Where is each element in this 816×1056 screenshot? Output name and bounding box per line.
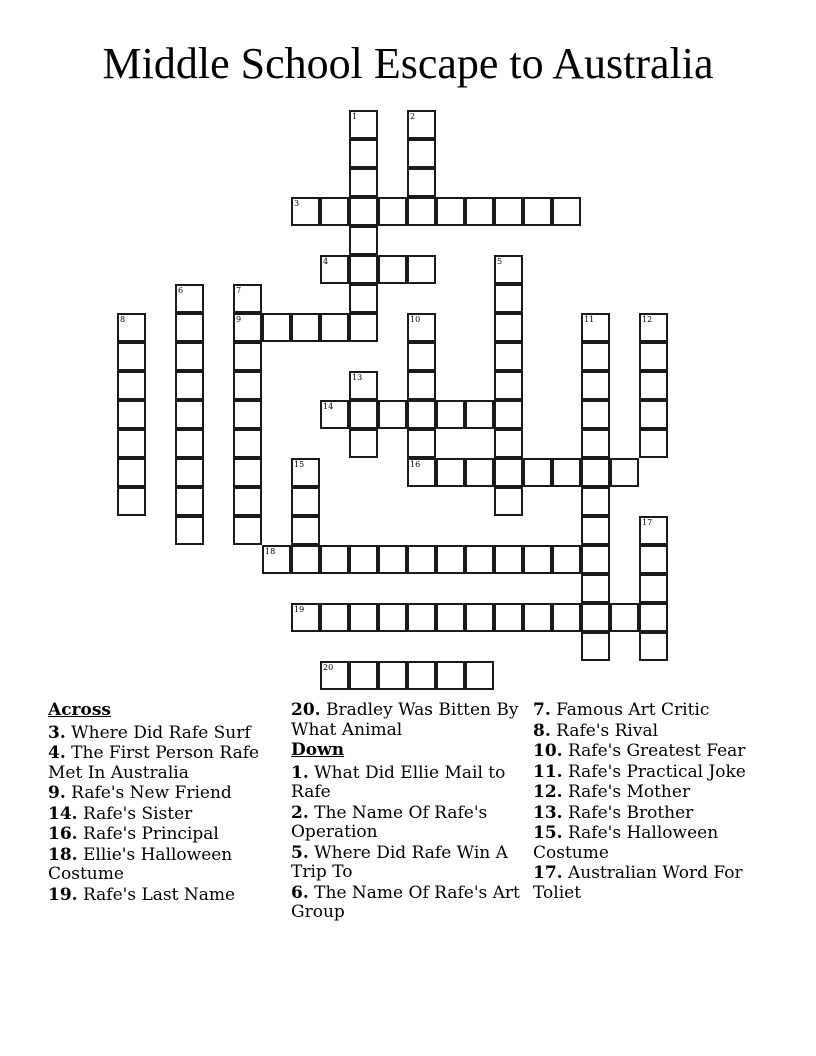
grid-cell[interactable] xyxy=(523,545,552,574)
grid-cell[interactable] xyxy=(291,516,320,545)
grid-cell[interactable] xyxy=(494,487,523,516)
grid-cell[interactable] xyxy=(639,429,668,458)
clue-number: 17. xyxy=(533,863,563,883)
clue-across-9 xyxy=(48,784,283,804)
grid-cell[interactable] xyxy=(175,371,204,400)
grid-cell[interactable] xyxy=(581,632,610,661)
grid-cell[interactable] xyxy=(494,400,523,429)
grid-cell[interactable] xyxy=(233,429,262,458)
grid-cell[interactable] xyxy=(552,458,581,487)
grid-cell[interactable] xyxy=(378,545,407,574)
grid-cell[interactable] xyxy=(349,661,378,690)
grid-cell[interactable] xyxy=(291,197,320,226)
grid-cell[interactable] xyxy=(233,313,262,342)
grid-cell[interactable] xyxy=(436,545,465,574)
grid-cell[interactable] xyxy=(552,603,581,632)
grid-cell[interactable] xyxy=(581,516,610,545)
grid-cell[interactable] xyxy=(233,400,262,429)
grid-cell[interactable] xyxy=(175,400,204,429)
clue-number: 13. xyxy=(533,802,563,823)
across-heading: Across xyxy=(48,700,111,720)
grid-cell[interactable] xyxy=(378,603,407,632)
grid-cell[interactable] xyxy=(407,429,436,458)
clues-column-3 xyxy=(533,701,783,904)
grid-cell[interactable] xyxy=(117,487,146,516)
down-heading: Down xyxy=(291,740,345,760)
clue-down-15 xyxy=(533,824,783,863)
cell-number: 1 xyxy=(352,112,358,121)
clue-text: Where Did Rafe Win A Trip To xyxy=(291,842,508,882)
clue-number: 20. xyxy=(291,700,321,720)
grid-cell[interactable] xyxy=(639,632,668,661)
clue-text: Rafe's Sister xyxy=(82,803,193,824)
grid-cell[interactable] xyxy=(639,545,668,574)
grid-cell[interactable] xyxy=(233,342,262,371)
clue-down-12 xyxy=(533,783,783,803)
grid-cell[interactable] xyxy=(378,661,407,690)
grid-cell[interactable] xyxy=(407,168,436,197)
grid-cell[interactable] xyxy=(320,197,349,226)
grid-cell[interactable] xyxy=(175,342,204,371)
clue-number: 8. xyxy=(533,720,551,741)
grid-cell[interactable] xyxy=(291,313,320,342)
grid-cell[interactable] xyxy=(465,603,494,632)
grid-cell[interactable] xyxy=(349,284,378,313)
grid-cell[interactable] xyxy=(523,458,552,487)
clue-number: 3. xyxy=(48,722,66,743)
grid-cell[interactable] xyxy=(407,400,436,429)
grid-cell[interactable] xyxy=(117,400,146,429)
clue-text: The Name Of Rafe's Art Group xyxy=(291,882,520,922)
grid-cell[interactable] xyxy=(494,313,523,342)
grid-cell[interactable] xyxy=(639,574,668,603)
clue-down-1 xyxy=(291,764,526,803)
clue-number: 1. xyxy=(291,762,309,783)
grid-cell[interactable] xyxy=(436,661,465,690)
cell-number: 20 xyxy=(323,663,334,672)
grid-cell[interactable] xyxy=(320,313,349,342)
grid-cell[interactable] xyxy=(581,342,610,371)
grid-cell[interactable] xyxy=(175,487,204,516)
cell-number: 2 xyxy=(410,112,416,121)
grid-cell[interactable] xyxy=(349,545,378,574)
grid-cell[interactable] xyxy=(349,255,378,284)
grid-cell[interactable] xyxy=(581,574,610,603)
clue-down-10 xyxy=(533,742,783,762)
clue-text: Rafe's New Friend xyxy=(71,783,232,803)
cell-number: 15 xyxy=(294,460,305,469)
grid-cell[interactable] xyxy=(233,516,262,545)
cell-number: 9 xyxy=(236,315,242,324)
clue-across-16 xyxy=(48,825,283,845)
grid-cell[interactable] xyxy=(407,661,436,690)
cell-number: 7 xyxy=(236,286,242,295)
clue-number: 15. xyxy=(533,823,563,843)
grid-cell[interactable] xyxy=(581,603,610,632)
grid-cell[interactable] xyxy=(291,545,320,574)
cell-number: 13 xyxy=(352,373,363,382)
grid-cell[interactable] xyxy=(117,342,146,371)
grid-cell[interactable] xyxy=(378,197,407,226)
clue-number: 7. xyxy=(533,700,551,720)
grid-cell[interactable] xyxy=(494,284,523,313)
clue-text: The Name Of Rafe's Operation xyxy=(291,802,488,842)
grid-cell[interactable] xyxy=(407,371,436,400)
clue-number: 14. xyxy=(48,803,78,824)
grid-cell[interactable] xyxy=(349,313,378,342)
grid-cell[interactable] xyxy=(291,603,320,632)
grid-cell[interactable] xyxy=(465,458,494,487)
clue-across-4 xyxy=(48,744,283,783)
grid-cell[interactable] xyxy=(581,487,610,516)
grid-cell[interactable] xyxy=(233,371,262,400)
grid-cell[interactable] xyxy=(494,545,523,574)
grid-cell[interactable] xyxy=(581,429,610,458)
clue-number: 9. xyxy=(48,783,66,803)
grid-cell[interactable] xyxy=(523,197,552,226)
grid-cell[interactable] xyxy=(349,603,378,632)
grid-cell[interactable] xyxy=(523,603,552,632)
clues-column-1 xyxy=(48,701,283,906)
grid-cell[interactable] xyxy=(494,342,523,371)
grid-cell[interactable] xyxy=(552,545,581,574)
clue-down-17 xyxy=(533,864,783,903)
grid-cell[interactable] xyxy=(436,400,465,429)
clue-text: The First Person Rafe Met In Australia xyxy=(48,743,260,783)
grid-cell[interactable] xyxy=(494,255,523,284)
clue-number: 10. xyxy=(533,741,563,761)
grid-cell[interactable] xyxy=(407,342,436,371)
grid-cell[interactable] xyxy=(639,342,668,371)
grid-cell[interactable] xyxy=(175,313,204,342)
grid-cell[interactable] xyxy=(378,255,407,284)
clues-column-2 xyxy=(291,701,526,924)
clue-text: Rafe's Last Name xyxy=(82,884,236,905)
clue-text: Where Did Rafe Surf xyxy=(71,722,251,743)
clue-text: Rafe's Mother xyxy=(567,782,691,802)
grid-cell[interactable] xyxy=(378,400,407,429)
clue-text: Bradley Was Bitten By What Animal xyxy=(291,700,519,740)
clue-down-13 xyxy=(533,804,783,824)
grid-cell[interactable] xyxy=(581,545,610,574)
grid-cell[interactable] xyxy=(436,197,465,226)
clue-down-2 xyxy=(291,804,526,843)
clue-number: 16. xyxy=(48,824,78,844)
grid-cell[interactable] xyxy=(320,400,349,429)
cell-number: 5 xyxy=(497,257,503,266)
grid-cell[interactable] xyxy=(494,371,523,400)
clue-number: 12. xyxy=(533,782,563,802)
grid-cell[interactable] xyxy=(262,313,291,342)
grid-cell[interactable] xyxy=(552,197,581,226)
grid-cell[interactable] xyxy=(465,661,494,690)
grid-cell[interactable] xyxy=(610,458,639,487)
grid-cell[interactable] xyxy=(494,197,523,226)
cell-number: 11 xyxy=(584,315,595,324)
clue-text: Australian Word For Toliet xyxy=(533,863,743,903)
grid-cell[interactable] xyxy=(320,545,349,574)
grid-cell[interactable] xyxy=(291,487,320,516)
grid-cell[interactable] xyxy=(407,545,436,574)
cell-number: 8 xyxy=(120,315,126,324)
clue-text: Rafe's Brother xyxy=(567,802,694,823)
grid-cell[interactable] xyxy=(349,371,378,400)
cell-number: 12 xyxy=(642,315,653,324)
grid-cell[interactable] xyxy=(465,400,494,429)
grid-cell[interactable] xyxy=(175,429,204,458)
cell-number: 19 xyxy=(294,605,305,614)
clue-text: Rafe's Principal xyxy=(82,824,219,844)
grid-cell[interactable] xyxy=(407,313,436,342)
grid-cell[interactable] xyxy=(233,487,262,516)
clue-text: Rafe's Greatest Fear xyxy=(567,741,746,761)
grid-cell[interactable] xyxy=(117,458,146,487)
grid-cell[interactable] xyxy=(610,603,639,632)
clue-across-18 xyxy=(48,846,283,885)
clue-down-7 xyxy=(533,701,783,721)
grid-cell[interactable] xyxy=(117,429,146,458)
clue-text: Rafe's Practical Joke xyxy=(567,761,746,782)
grid-cell[interactable] xyxy=(349,168,378,197)
clue-number: 11. xyxy=(533,761,563,782)
cell-number: 17 xyxy=(642,518,653,527)
grid-cell[interactable] xyxy=(291,458,320,487)
grid-cell[interactable] xyxy=(465,545,494,574)
grid-cell[interactable] xyxy=(262,545,291,574)
clue-text: Rafe's Rival xyxy=(556,720,659,741)
grid-cell[interactable] xyxy=(117,371,146,400)
clue-across-3 xyxy=(48,724,283,744)
cell-number: 14 xyxy=(323,402,334,411)
grid-cell[interactable] xyxy=(639,371,668,400)
clue-down-11 xyxy=(533,763,783,783)
grid-cell[interactable] xyxy=(175,458,204,487)
grid-cell[interactable] xyxy=(320,661,349,690)
cell-number: 4 xyxy=(323,257,329,266)
cell-number: 3 xyxy=(294,199,300,208)
clue-down-5 xyxy=(291,844,526,883)
clue-down-8 xyxy=(533,722,783,742)
grid-cell[interactable] xyxy=(639,603,668,632)
cell-number: 18 xyxy=(265,547,276,556)
grid-cell[interactable] xyxy=(349,139,378,168)
clue-across-20 xyxy=(291,701,526,740)
clue-number: 6. xyxy=(291,882,309,903)
grid-cell[interactable] xyxy=(349,400,378,429)
grid-cell[interactable] xyxy=(639,516,668,545)
clue-number: 18. xyxy=(48,844,78,865)
grid-cell[interactable] xyxy=(349,429,378,458)
grid-cell[interactable] xyxy=(407,139,436,168)
grid-cell[interactable] xyxy=(639,313,668,342)
grid-cell[interactable] xyxy=(407,110,436,139)
grid-cell[interactable] xyxy=(581,371,610,400)
grid-cell[interactable] xyxy=(581,313,610,342)
clue-text: Ellie's Halloween Costume xyxy=(48,844,233,884)
grid-cell[interactable] xyxy=(494,429,523,458)
grid-cell[interactable] xyxy=(436,458,465,487)
cell-number: 10 xyxy=(410,315,421,324)
clue-text: Famous Art Critic xyxy=(556,700,710,720)
cell-number: 6 xyxy=(178,286,184,295)
grid-cell[interactable] xyxy=(175,516,204,545)
clue-text: What Did Ellie Mail to Rafe xyxy=(291,762,506,802)
grid-cell[interactable] xyxy=(494,458,523,487)
grid-cell[interactable] xyxy=(581,458,610,487)
clue-number: 19. xyxy=(48,884,78,905)
grid-cell[interactable] xyxy=(494,603,523,632)
grid-cell[interactable] xyxy=(349,197,378,226)
grid-cell[interactable] xyxy=(407,458,436,487)
page-title: Middle School Escape to Australia xyxy=(102,39,714,88)
grid-cell[interactable] xyxy=(349,110,378,139)
grid-cell[interactable] xyxy=(407,603,436,632)
grid-cell[interactable] xyxy=(639,400,668,429)
grid-cell[interactable] xyxy=(349,226,378,255)
grid-cell[interactable] xyxy=(233,284,262,313)
grid-cell[interactable] xyxy=(233,458,262,487)
clue-number: 2. xyxy=(291,802,309,823)
clue-number: 4. xyxy=(48,743,66,763)
clue-text: Rafe's Halloween Costume xyxy=(533,823,719,863)
grid-cell[interactable] xyxy=(407,197,436,226)
cell-number: 16 xyxy=(410,460,421,469)
grid-cell[interactable] xyxy=(320,255,349,284)
grid-cell[interactable] xyxy=(407,255,436,284)
grid-cell[interactable] xyxy=(465,197,494,226)
grid-cell[interactable] xyxy=(175,284,204,313)
clue-number: 5. xyxy=(291,842,309,863)
clue-across-14 xyxy=(48,805,283,825)
grid-cell[interactable] xyxy=(320,603,349,632)
clue-down-6 xyxy=(291,884,526,923)
grid-cell[interactable] xyxy=(581,400,610,429)
clue-across-19 xyxy=(48,886,283,906)
grid-cell[interactable] xyxy=(117,313,146,342)
grid-cell[interactable] xyxy=(436,603,465,632)
